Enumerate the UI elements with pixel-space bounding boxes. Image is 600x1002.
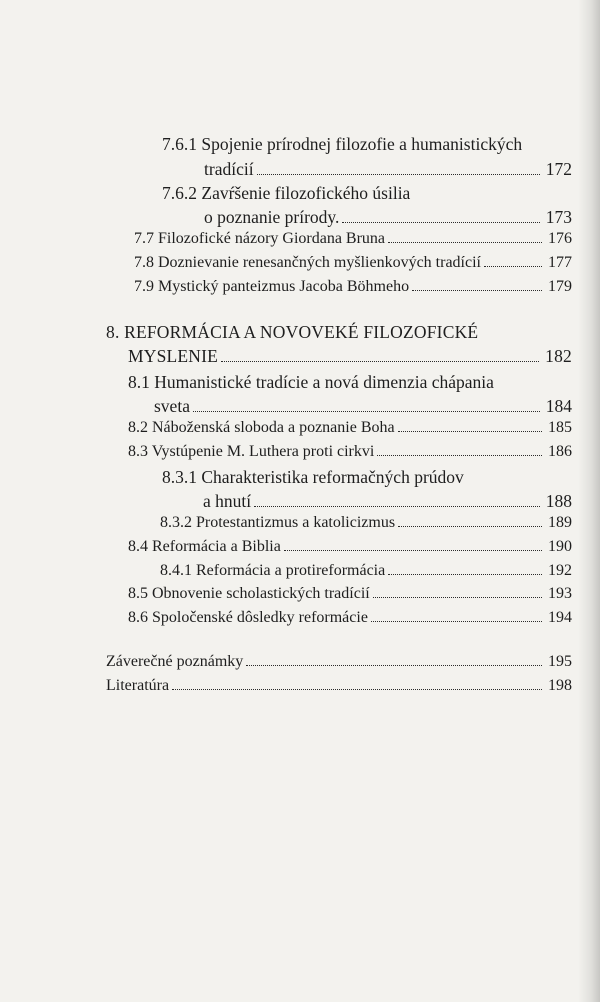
toc-entry — [134, 278, 572, 296]
toc-entry — [134, 230, 572, 248]
toc-page-number: 194 — [548, 609, 572, 626]
dot-leader — [484, 266, 542, 267]
dot-leader — [388, 242, 542, 243]
dot-leader — [257, 174, 540, 175]
toc-entry-title: 8.4 Reformácia a Biblia — [128, 538, 281, 555]
toc-entry — [128, 419, 572, 437]
toc-entry-row — [204, 206, 572, 228]
toc-page-number: 193 — [548, 585, 572, 602]
toc-entry-title-cont: sveta — [154, 396, 190, 416]
toc-entry — [160, 514, 572, 532]
toc-page-number: 185 — [548, 419, 572, 436]
dot-leader — [193, 411, 540, 412]
toc-entry-title: 7.8 Doznievanie renesančných myšlienkových tradícií — [134, 254, 481, 271]
toc-entry-title: 8.3.1 Charakteristika reformačných prúdov — [162, 467, 464, 487]
toc-entry-title-cont: tradícií — [204, 159, 254, 179]
dot-leader — [398, 431, 542, 432]
toc-entry-row — [203, 490, 572, 512]
toc-entry-title: 8.1 Humanistické tradície a nová dimenzia chápania — [128, 372, 494, 392]
toc-entry — [128, 585, 572, 603]
dot-leader — [377, 455, 542, 456]
dot-leader — [371, 621, 542, 622]
toc-page-number: 179 — [548, 278, 572, 295]
toc-entry — [128, 609, 572, 627]
dot-leader — [398, 526, 542, 527]
toc-entry — [134, 254, 572, 272]
toc-page-number: 186 — [548, 443, 572, 460]
dot-leader — [342, 222, 539, 223]
toc-entry-title: Literatúra — [106, 677, 170, 694]
toc-page-number: 184 — [545, 396, 572, 416]
toc-entry-title: 8.4.1 Reformácia a protireformácia — [160, 562, 386, 579]
toc-chapter-title-cont: MYSLENIE — [128, 346, 219, 366]
toc-page-number: 189 — [548, 514, 572, 531]
dot-leader — [221, 361, 539, 362]
toc-entry-title-cont: o poznanie prírody. — [204, 207, 340, 227]
toc-entry-title-cont: a hnutí — [203, 491, 252, 511]
toc-page-number: 176 — [548, 230, 572, 247]
toc-entry-title: 7.7 Filozofické názory Giordana Bruna — [134, 230, 386, 247]
toc-entry — [106, 653, 572, 671]
toc-entry — [128, 538, 572, 556]
toc-entry — [128, 443, 572, 461]
dot-leader — [412, 290, 542, 291]
toc-page-number: 195 — [548, 653, 572, 670]
toc-page-number: 188 — [545, 491, 572, 511]
dot-leader — [246, 665, 542, 666]
toc-page-number: 177 — [548, 254, 572, 271]
toc-entry — [106, 677, 572, 695]
dot-leader — [284, 550, 542, 551]
toc-entry-row — [154, 395, 572, 417]
toc-entry — [160, 562, 572, 580]
toc-entry-row — [128, 345, 572, 367]
toc-page-number: 173 — [545, 207, 572, 227]
dot-leader — [373, 597, 542, 598]
toc-entry-title: 8.3.2 Protestantizmus a katolicizmus — [160, 514, 396, 531]
toc-page-number: 182 — [545, 346, 572, 366]
toc-entry-title: 7.6.2 Zavŕšenie filozofického úsilia — [162, 183, 411, 203]
toc-entry-title: 7.9 Mystický panteizmus Jacoba Böhmeho — [134, 278, 410, 295]
toc-entry-title: 8.6 Spoločenské dôsledky reformácie — [128, 609, 368, 626]
toc-entry-title: 8.5 Obnovenie scholastických tradícií — [128, 585, 370, 602]
toc-page-number: 190 — [548, 538, 572, 555]
toc-entry-title: 7.6.1 Spojenie prírodnej filozofie a humanistických — [162, 134, 523, 154]
toc-page-number: 198 — [548, 677, 572, 694]
dot-leader — [388, 574, 542, 575]
toc-chapter-title: 8. REFORMÁCIA A NOVOVEKÉ FILOZOFICKÉ — [106, 322, 479, 342]
toc-entry-row — [204, 158, 572, 180]
toc-entry-title: 8.2 Náboženská sloboda a poznanie Boha — [128, 419, 395, 436]
toc-page-number: 192 — [548, 562, 572, 579]
toc-page-number: 172 — [545, 159, 572, 179]
toc-entry-title: 8.3 Vystúpenie M. Luthera proti cirkvi — [128, 443, 375, 460]
toc-entry-title: Záverečné poznámky — [106, 653, 244, 670]
dot-leader — [254, 506, 540, 507]
dot-leader — [172, 689, 542, 690]
